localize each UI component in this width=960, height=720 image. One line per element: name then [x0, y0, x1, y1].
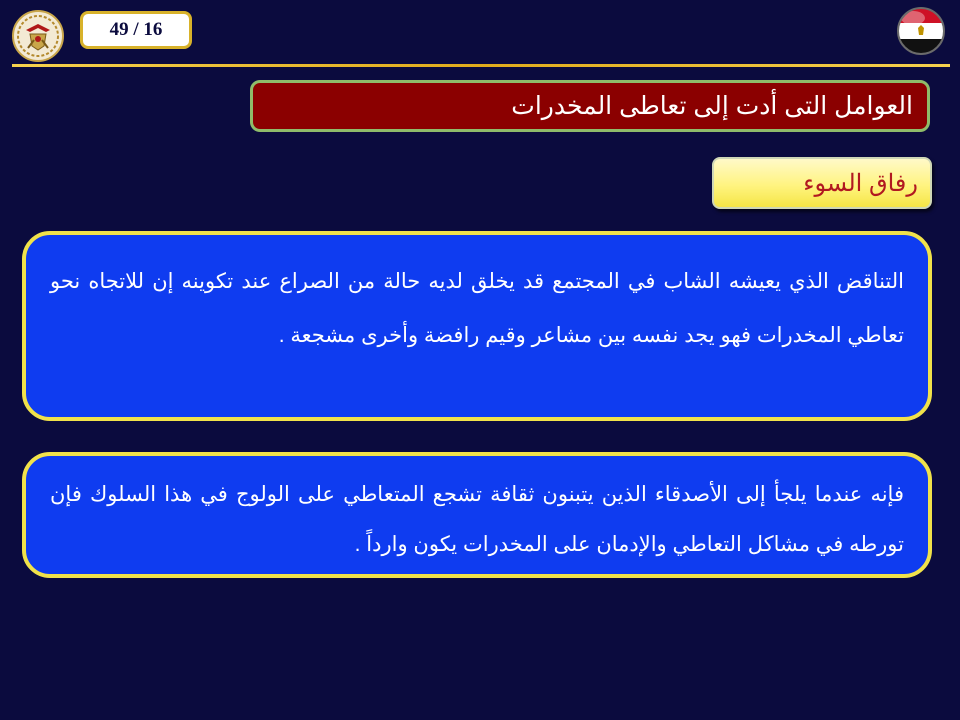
slide-title-bar [250, 80, 930, 132]
header-divider [12, 64, 950, 67]
military-emblem-icon [12, 10, 64, 62]
egypt-flag-icon [896, 6, 946, 56]
paragraph-1: التناقض الذي يعيشه الشاب في المجتمع قد يخلق لديه حالة من الصراع عند تكوينه إن للاتجاه نحو تعاطي المخدرات فهو يجد نفسه بين مشاعر وقيم رافضة وأخرى مشجعة . [50, 270, 904, 347]
text-box-1 [22, 231, 932, 421]
subtitle-chip [712, 157, 932, 209]
paragraph-2: فإنه عندما يلجأ إلى الأصدقاء الذين يتبنون ثقافة تشجع المتعاطي على الولوج في هذا السلوك فإن تورطه في مشاكل التعاطي والإدمان على المخدرات يكون وارداً . [50, 483, 904, 556]
slide-subtitle: رفاق السوء [803, 169, 918, 197]
text-box-2 [22, 452, 932, 578]
page-counter: 49 / 16 [80, 11, 192, 49]
slide-title: العوامل التى أدت إلى تعاطى المخدرات [511, 92, 913, 120]
